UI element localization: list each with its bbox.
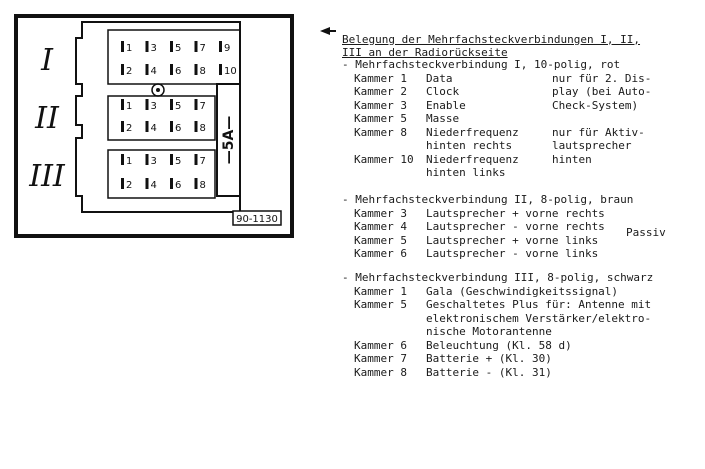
chamber-label: Kammer 7 bbox=[354, 352, 407, 365]
chamber-label: Kammer 10 bbox=[354, 152, 414, 166]
pin-number: 8 bbox=[199, 123, 206, 134]
pin-number: 2 bbox=[126, 123, 133, 134]
pin-number: 8 bbox=[199, 66, 206, 77]
pin-contact-icon bbox=[146, 99, 149, 110]
pin-contact-icon bbox=[170, 41, 173, 52]
title-line-2: III an der Radiorückseite bbox=[342, 46, 508, 59]
pin-contact-icon bbox=[121, 154, 124, 165]
note-passive: Passiv bbox=[626, 226, 666, 239]
chamber-label: Kammer 5 bbox=[354, 112, 407, 125]
list-item bbox=[342, 352, 653, 366]
row-label-II: II bbox=[35, 101, 59, 136]
note-active-2: lautsprecher bbox=[552, 139, 632, 152]
pin-contact-icon bbox=[170, 64, 173, 75]
chamber-desc: Data bbox=[426, 71, 453, 85]
chamber-desc: Niederfrequenz bbox=[426, 152, 519, 166]
pin-number: 3 bbox=[150, 43, 157, 54]
pin-contact-icon bbox=[146, 64, 149, 75]
chamber-desc: Geschaltetes Plus für: Antenne mit bbox=[426, 298, 652, 311]
chamber-label: Kammer 5 bbox=[354, 298, 407, 311]
pin-number: 3 bbox=[150, 156, 157, 167]
pin-contact-icon bbox=[170, 178, 173, 189]
chamber-desc: Clock bbox=[426, 85, 460, 98]
chamber-desc: nische Motorantenne bbox=[426, 325, 552, 338]
note-display-2: play (bei Auto- bbox=[552, 85, 652, 98]
chamber-desc: Beleuchtung (Kl. 58 d) bbox=[426, 338, 572, 352]
connector-diagram bbox=[0, 0, 300, 245]
chamber-desc: Batterie + (Kl. 30) bbox=[426, 352, 552, 365]
list-item bbox=[342, 207, 633, 221]
chamber-label: Kammer 6 bbox=[354, 247, 407, 260]
list-item bbox=[342, 366, 653, 380]
center-screw-dot bbox=[156, 88, 160, 92]
pin-contact-icon bbox=[146, 41, 149, 52]
pin-number: 3 bbox=[150, 101, 157, 112]
chamber-label: Kammer 6 bbox=[354, 338, 407, 352]
pin-contact-icon bbox=[146, 121, 149, 132]
chamber-desc: elektronischem Verstärker/elektro- bbox=[426, 311, 652, 325]
pin-contact-icon bbox=[219, 64, 222, 75]
pin-contact-icon bbox=[121, 99, 124, 110]
pin-number: 2 bbox=[126, 66, 133, 77]
pin-contact-icon bbox=[146, 154, 149, 165]
chamber-label bbox=[342, 139, 426, 153]
chamber-desc: Gala (Geschwindigkeitssignal) bbox=[426, 284, 619, 298]
pin-number: 6 bbox=[175, 180, 182, 191]
chamber-desc: hinten rechts bbox=[426, 139, 513, 152]
pin-number: 7 bbox=[199, 43, 206, 54]
list-item bbox=[342, 339, 653, 353]
pin-contact-icon bbox=[170, 154, 173, 165]
chamber-label: Kammer 1 bbox=[354, 284, 407, 298]
list-item bbox=[342, 247, 633, 261]
pin-number: 10 bbox=[224, 66, 237, 77]
pin-contact-icon bbox=[195, 154, 198, 165]
pin-number: 1 bbox=[126, 156, 133, 167]
chamber-desc: hinten links bbox=[426, 166, 506, 179]
chamber-label bbox=[342, 312, 426, 326]
chamber-desc: Batterie - (Kl. 31) bbox=[426, 365, 552, 379]
title-line-1: Belegung der Mehrfachsteckverbindungen I, II, bbox=[342, 32, 641, 46]
pin-number: 4 bbox=[150, 180, 157, 191]
pin-number: 6 bbox=[175, 123, 182, 134]
pin-contact-icon bbox=[121, 41, 124, 52]
row-label-I: I bbox=[41, 43, 53, 78]
pin-number: 5 bbox=[175, 101, 182, 112]
pointer-arrow-line bbox=[328, 30, 336, 32]
chamber-label: Kammer 8 bbox=[354, 365, 407, 379]
pin-contact-icon bbox=[195, 99, 198, 110]
section-heading: - Mehrfachsteckverbindung III, 8-polig, schwarz bbox=[342, 271, 654, 284]
chamber-label: Kammer 5 bbox=[354, 233, 407, 247]
pin-contact-icon bbox=[195, 121, 198, 132]
pin-contact-icon bbox=[170, 99, 173, 110]
pin-number: 1 bbox=[126, 43, 133, 54]
pin-number: 7 bbox=[199, 101, 206, 112]
chamber-label: Kammer 4 bbox=[354, 220, 407, 233]
pin-contact-icon bbox=[195, 64, 198, 75]
chamber-desc: Enable bbox=[426, 98, 466, 112]
chamber-desc: Lautsprecher - vorne links bbox=[426, 247, 599, 260]
section-connector-III bbox=[342, 271, 653, 379]
pin-contact-icon bbox=[170, 121, 173, 132]
pin-number: 4 bbox=[150, 123, 157, 134]
pin-number: 4 bbox=[150, 66, 157, 77]
pin-contact-icon bbox=[121, 64, 124, 75]
fuse-label: —5A— bbox=[221, 115, 237, 165]
row-label-III: III bbox=[29, 159, 65, 194]
list-item bbox=[342, 285, 653, 299]
pin-contact-icon bbox=[121, 178, 124, 189]
pin-number: 1 bbox=[126, 101, 133, 112]
chamber-label: Kammer 1 bbox=[354, 71, 407, 85]
pin-contact-icon bbox=[219, 41, 222, 52]
note-active-1: nur für Aktiv- bbox=[552, 125, 645, 139]
reference-number: 90-1130 bbox=[236, 214, 278, 225]
chamber-label: Kammer 8 bbox=[354, 125, 407, 139]
section-heading: - Mehrfachsteckverbindung I, 10-polig, rot bbox=[342, 58, 621, 71]
chamber-label bbox=[342, 166, 426, 180]
pin-contact-icon bbox=[195, 178, 198, 189]
chamber-label bbox=[342, 325, 426, 339]
pin-number: 5 bbox=[175, 43, 182, 54]
chamber-desc: Lautsprecher - vorne rechts bbox=[426, 220, 605, 233]
list-item bbox=[342, 298, 653, 312]
note-active-3: hinten bbox=[552, 152, 592, 166]
list-item bbox=[342, 220, 633, 234]
pin-number: 2 bbox=[126, 180, 133, 191]
chamber-desc: Lautsprecher + vorne rechts bbox=[426, 206, 605, 220]
list-item bbox=[342, 325, 653, 339]
note-display-3: Check-System) bbox=[552, 98, 639, 112]
pin-contact-icon bbox=[195, 41, 198, 52]
chamber-label: Kammer 3 bbox=[354, 206, 407, 220]
chamber-desc: Masse bbox=[426, 112, 460, 125]
pin-number: 6 bbox=[175, 66, 182, 77]
chamber-desc: Lautsprecher + vorne links bbox=[426, 233, 599, 247]
section-heading: - Mehrfachsteckverbindung II, 8-polig, braun bbox=[342, 193, 634, 206]
chamber-label: Kammer 3 bbox=[354, 98, 407, 112]
pin-number: 7 bbox=[199, 156, 206, 167]
connector-pins bbox=[121, 41, 237, 191]
pin-number: 5 bbox=[175, 156, 182, 167]
pin-contact-icon bbox=[121, 121, 124, 132]
chamber-desc: Niederfrequenz bbox=[426, 125, 519, 139]
section-connector-II bbox=[342, 193, 633, 261]
list-item bbox=[342, 166, 620, 180]
chamber-label: Kammer 2 bbox=[354, 85, 407, 98]
pin-number: 9 bbox=[224, 43, 231, 54]
note-display-1: nur für 2. Dis- bbox=[552, 71, 652, 85]
pin-number: 8 bbox=[199, 180, 206, 191]
pin-contact-icon bbox=[146, 178, 149, 189]
list-item bbox=[342, 312, 653, 326]
list-item bbox=[342, 234, 633, 248]
list-item bbox=[342, 112, 620, 126]
